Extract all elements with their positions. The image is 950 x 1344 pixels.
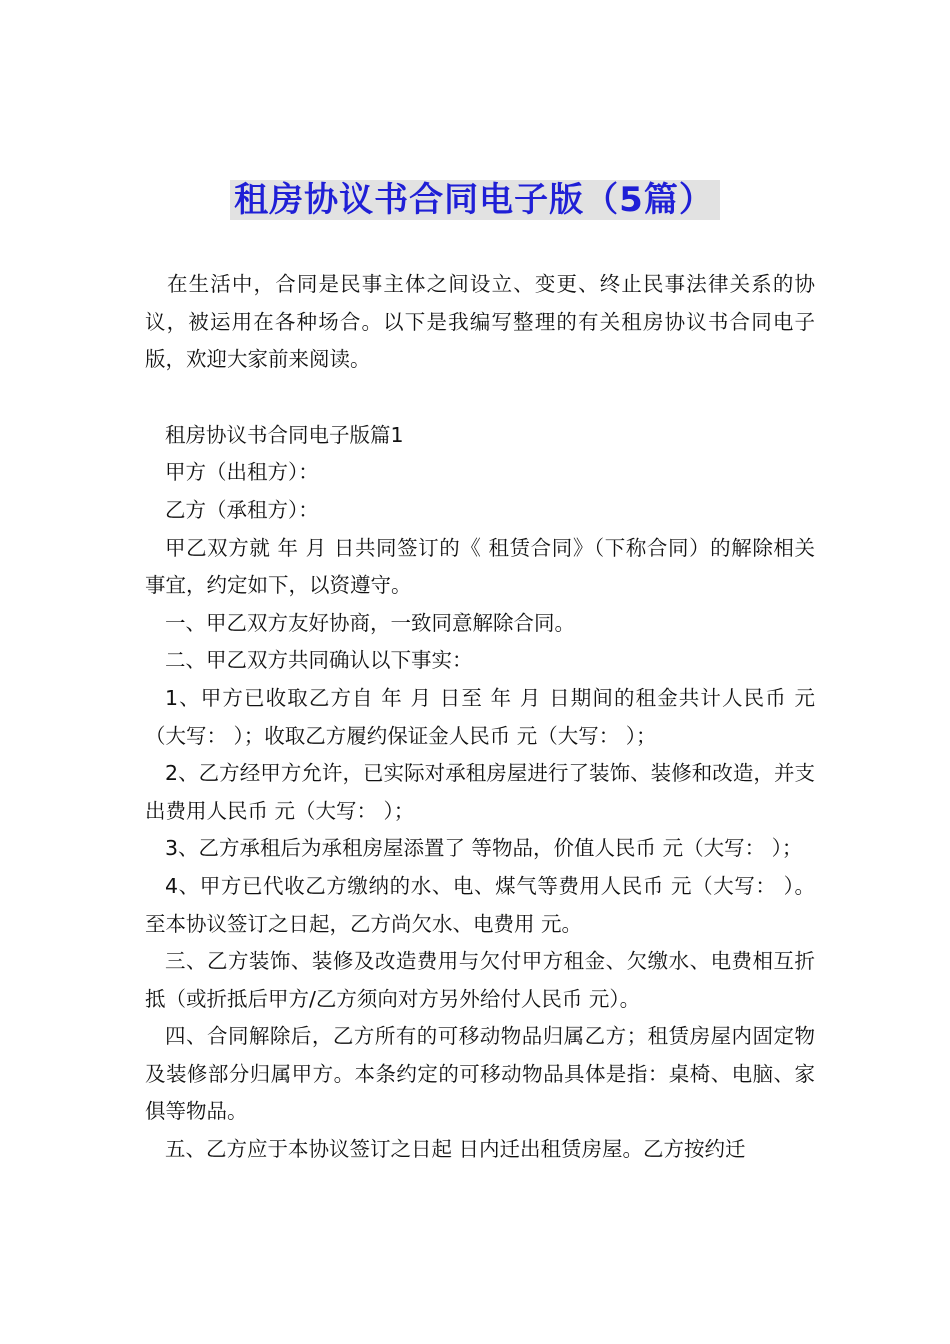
paragraph-item-3: 3、乙方承租后为承租房屋添置了 等物品，价值人民币 元（大写： ）； (165, 836, 803, 861)
section-heading: 租房协议书合同电子版篇1 (165, 422, 404, 447)
paragraph-clause-5: 五、乙方应于本协议签订之日起 日内迁出租赁房屋。乙方按约迁 (165, 1137, 746, 1162)
party-b-line: 乙方（承租方）： (165, 497, 319, 522)
paragraph-clause-2: 二、甲乙双方共同确认以下事实： (165, 648, 473, 673)
document-title: 租房协议书合同电子版（5篇） (230, 180, 720, 220)
paragraph-item-2: 2、乙方经甲方允许，已实际对承租房屋进行了装饰、装修和改造，并支出费用人民币 元（大写： ）； (145, 761, 815, 823)
intro-paragraph: 在生活中，合同是民事主体之间设立、变更、终止民事法律关系的协议，被运用在各种场合。以下是我编写整理的有关租房协议书合同电子版，欢迎大家前来阅读。 (145, 272, 815, 372)
title-container (0, 180, 950, 220)
paragraph-gap (145, 379, 815, 417)
party-a-line: 甲方（出租方）： (165, 460, 319, 485)
paragraph-preamble: 甲乙双方就 年 月 日共同签订的《 租赁合同》（下称合同）的解除相关事宜，约定如下，以资遵守。 (145, 535, 815, 598)
paragraph-item-4: 4、甲方已代收乙方缴纳的水、电、煤气等费用人民币 元（大写： ）。至本协议签订之日起，乙方尚欠水、电费用 元。 (145, 873, 815, 936)
paragraph-item-1: 1、甲方已收取乙方自 年 月 日至 年 月 日期间的租金共计人民币 元（大写： ）；收取乙方履约保证金人民币 元（大写： ）； (145, 685, 815, 748)
paragraph-clause-3: 三、乙方装饰、装修及改造费用与欠付甲方租金、欠缴水、电费相互折抵（或折抵后甲方/乙方须向对方另外给付人民币 元）。 (145, 949, 815, 1011)
paragraph-clause-1: 一、甲乙双方友好协商，一致同意解除合同。 (165, 610, 575, 635)
paragraph-clause-4: 四、合同解除后，乙方所有的可移动物品归属乙方；租赁房屋内固定物及装修部分归属甲方。本条约定的可移动物品具体是指：桌椅、电脑、家俱等物品。 (145, 1024, 815, 1124)
document-body (145, 266, 815, 1169)
